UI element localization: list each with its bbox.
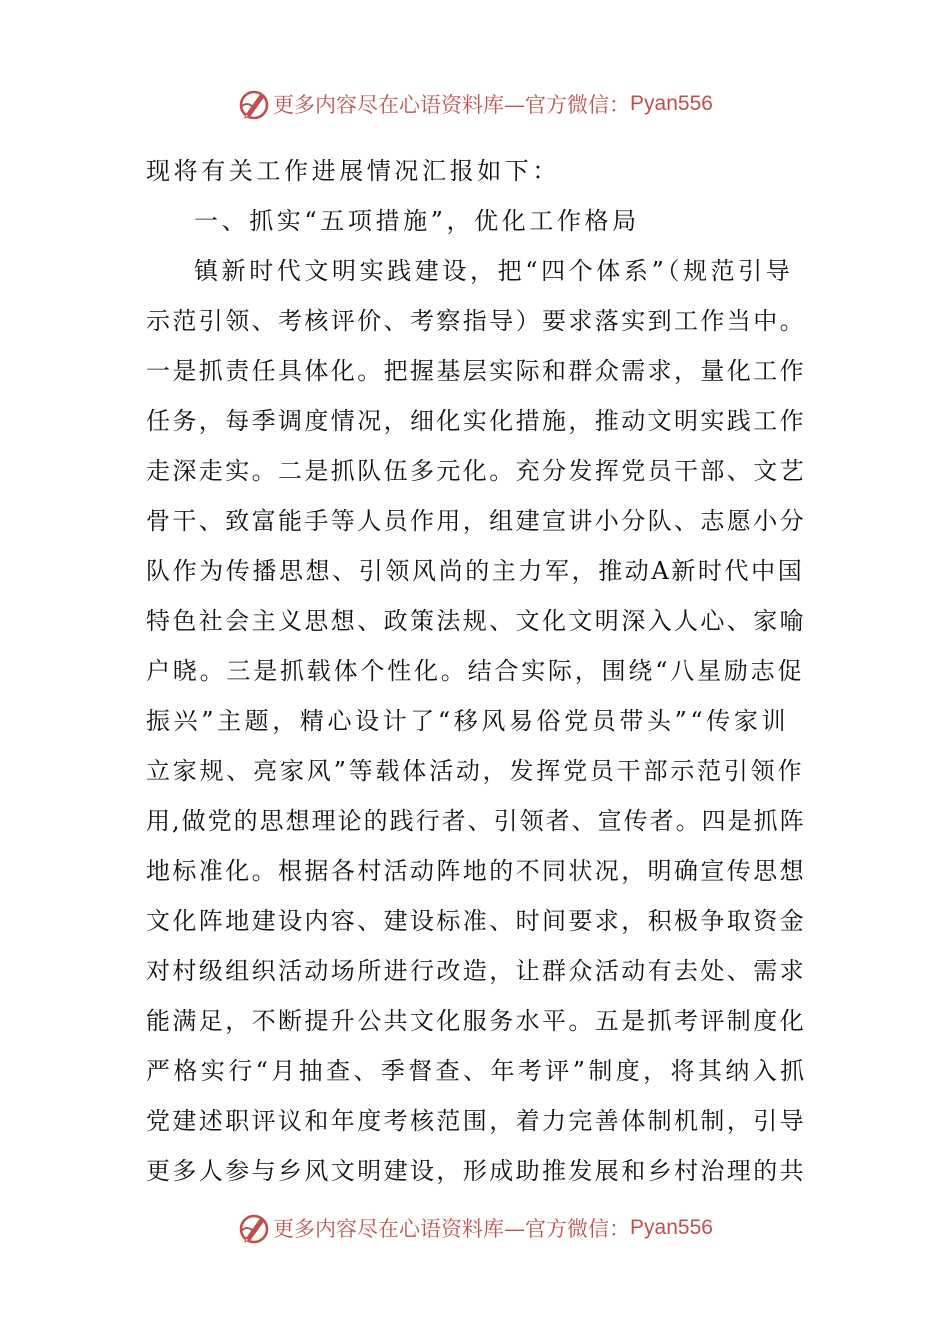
- text-line: 骨干、致富能手等人员作用，组建宣讲小分队、志愿小分: [146, 507, 806, 535]
- text-line: 党建述职评议和年度考核范围，着力完善体制机制，引导: [146, 1107, 806, 1135]
- text-line: 振兴”主题，精心设计了“移风易俗党员带头”“传家训: [146, 707, 790, 735]
- text-line: 更多人参与乡风文明建设，形成助推发展和乡村治理的共: [146, 1157, 806, 1185]
- text-line: 一、抓实“五项措施”，优化工作格局: [194, 207, 640, 235]
- text-line: 队作为传播思想、引领风尚的主力军，推动A新时代中国: [146, 557, 805, 585]
- watermark-text: 更多内容尽在心语资料库—官方微信：: [273, 1217, 631, 1241]
- watermark-account: Pyan556: [630, 92, 713, 115]
- text-line: 对村级组织活动场所进行改造，让群众活动有去处、需求: [146, 957, 806, 985]
- text-line: 走深走实。二是抓队伍多元化。充分发挥党员干部、文艺: [146, 457, 806, 485]
- text-line: 镇新时代文明实践建设，把“四个体系”（规范引导: [194, 257, 794, 285]
- text-line: 用,做党的思想理论的践行者、引领者、宣传者。四是抓阵: [146, 807, 806, 835]
- text-line: 户晓。三是抓载体个性化。结合实际，围绕“八星励志促: [146, 657, 805, 685]
- text-line: 现将有关工作进展情况汇报如下：: [146, 157, 560, 185]
- text-line: 地标准化。根据各村活动阵地的不同状况，明确宣传思想: [146, 857, 806, 885]
- text-line: 特色社会主义思想、政策法规、文化文明深入人心、家喻: [146, 607, 806, 635]
- document-body: [146, 146, 808, 1196]
- watermark-account: Pyan556: [630, 1216, 713, 1239]
- text-line: 文化阵地建设内容、建设标准、时间要求，积极争取资金: [146, 907, 806, 935]
- footer-watermark: [0, 1208, 950, 1248]
- watermark-text: 更多内容尽在心语资料库—官方微信：: [273, 93, 631, 117]
- text-line: 一是抓责任具体化。把握基层实际和群众需求，量化工作: [146, 357, 806, 385]
- text-line: 示范引领、考核评价、考察指导）要求落实到工作当中。: [146, 307, 806, 335]
- pen-logo-icon: [237, 1211, 271, 1245]
- pen-logo-icon: [237, 87, 271, 121]
- text-line: 能满足，不断提升公共文化服务水平。五是抓考评制度化: [146, 1007, 806, 1035]
- header-watermark: [0, 84, 950, 124]
- text-line: 任务，每季调度情况，细化实化措施，推动文明实践工作: [146, 407, 806, 435]
- text-line: 严格实行“月抽查、季督查、年考评”制度，将其纳入抓: [146, 1057, 808, 1085]
- text-line: 立家规、亮家风”等载体活动，发挥党员干部示范引领作: [146, 757, 805, 785]
